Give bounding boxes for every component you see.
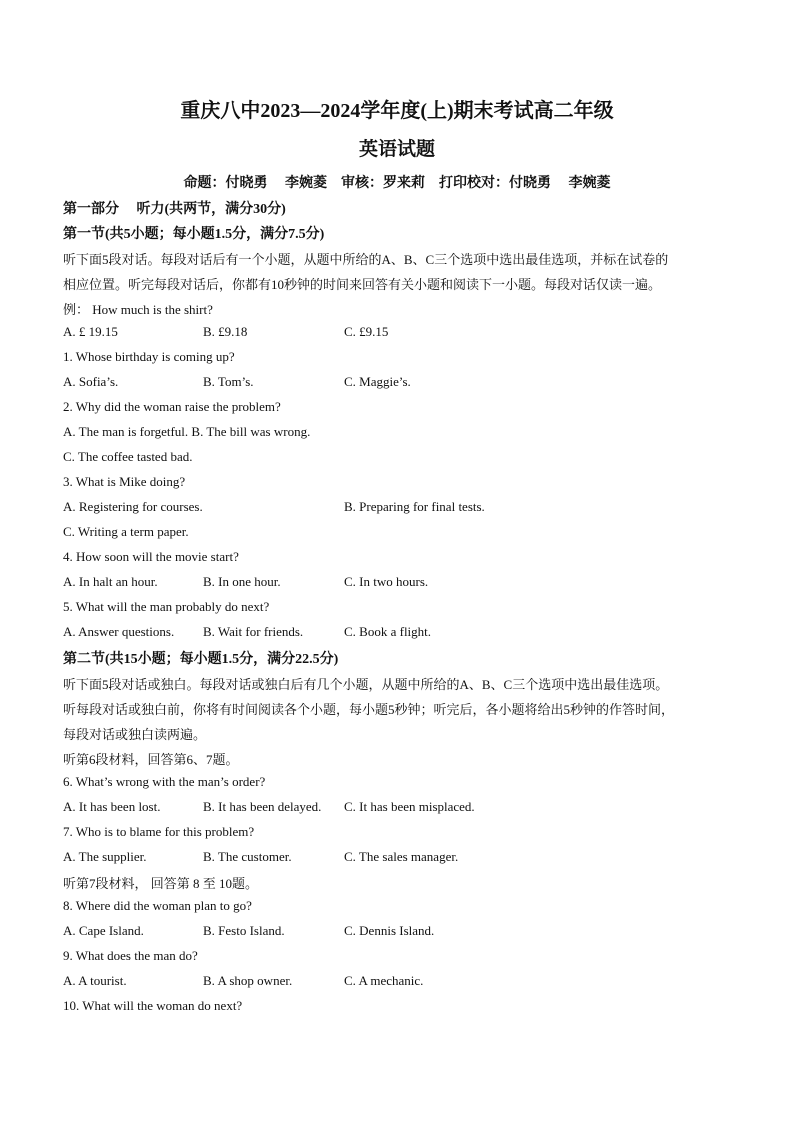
q4-option-b: B. In one hour. xyxy=(203,574,281,589)
q4-option-c: C. In two hours. xyxy=(344,574,429,589)
q8-option-a: A. Cape Island. xyxy=(63,923,144,938)
example-question: 例： How much is the shirt? xyxy=(63,302,213,317)
q5-option-a: A. Answer questions. xyxy=(63,624,175,639)
material-7-note: 听第7段材料， 回答第 8 至 10题。 xyxy=(63,876,259,891)
q8-option-b: B. Festo Island. xyxy=(203,923,285,938)
q7-option-a: A. The supplier. xyxy=(63,849,147,864)
q1-option-c: C. Maggie’s. xyxy=(344,374,411,389)
section2-instructions-line2: 听每段对话或独白前，你将有时间阅读各个小题，每小题5秒钟；听完后，各小题将给出5秒钟的作答时间， xyxy=(63,702,675,717)
q7-option-c: C. The sales manager. xyxy=(344,849,459,864)
question-9-options xyxy=(63,973,743,991)
exam-credits: 命题：付晓勇 李婉菱 审核：罗来莉 打印校对：付晓勇 李婉菱 xyxy=(183,176,611,191)
material-6-note: 听第6段材料，回答第6、7题。 xyxy=(63,752,239,767)
part1-heading: 第一部分 听力(共两节，满分30分) xyxy=(63,202,286,217)
exam-title: 重庆八中2023—2024学年度(上)期末考试高二年级 xyxy=(180,100,614,122)
question-1: 1. Whose birthday is coming up? xyxy=(63,349,235,364)
q9-option-c: C. A mechanic. xyxy=(344,973,424,988)
section1-heading: 第一节(共5小题；每小题1.5分，满分7.5分) xyxy=(63,227,325,242)
q2-option-ab: A. The man is forgetful. B. The bill was wrong. xyxy=(63,424,311,439)
section2-instructions-line3: 每段对话或独白读两遍。 xyxy=(63,727,207,742)
q4-option-a: A. In halt an hour. xyxy=(63,574,158,589)
question-7-options xyxy=(63,849,743,867)
question-6: 6. What’s wrong with the man’s order? xyxy=(63,774,266,789)
q8-option-c: C. Dennis Island. xyxy=(344,923,435,938)
q5-option-b: B. Wait for friends. xyxy=(203,624,304,639)
q2-option-c: C. The coffee tasted bad. xyxy=(63,449,193,464)
question-3: 3. What is Mike doing? xyxy=(63,474,186,489)
question-8: 8. Where did the woman plan to go? xyxy=(63,898,252,913)
question-6-options xyxy=(63,799,743,817)
question-5-options xyxy=(63,624,743,642)
q1-option-b: B. Tom’s. xyxy=(203,374,254,389)
q6-option-c: C. It has been misplaced. xyxy=(344,799,475,814)
question-1-options xyxy=(63,374,743,392)
example-option-b: B. £9.18 xyxy=(203,324,248,339)
exam-subtitle: 英语试题 xyxy=(358,139,435,160)
question-4: 4. How soon will the movie start? xyxy=(63,549,239,564)
question-4-options xyxy=(63,574,743,592)
question-9: 9. What does the man do? xyxy=(63,948,198,963)
question-3-options xyxy=(63,499,743,517)
q6-option-a: A. It has been lost. xyxy=(63,799,161,814)
q3-option-c: C. Writing a term paper. xyxy=(63,524,189,539)
question-10: 10. What will the woman do next? xyxy=(63,998,243,1013)
q9-option-a: A. A tourist. xyxy=(63,973,127,988)
section2-instructions-line1: 听下面5段对话或独白。每段对话或独白后有几个小题，从题中所给的A、B、C三个选项中选出最佳选项。 xyxy=(63,677,669,692)
question-7: 7. Who is to blame for this problem? xyxy=(63,824,255,839)
q3-option-a: A. Registering for courses. xyxy=(63,499,203,514)
question-8-options xyxy=(63,923,743,941)
q3-option-b: B. Preparing for final tests. xyxy=(344,499,485,514)
section1-instructions-line1: 听下面5段对话。每段对话后有一个小题，从题中所给的A、B、C三个选项中选出最佳选项，并标在试卷的 xyxy=(63,252,669,267)
q1-option-a: A. Sofia’s. xyxy=(63,374,119,389)
example-option-a: A. £ 19.15 xyxy=(63,324,118,339)
section1-instructions-line2: 相应位置。听完每段对话后，你都有10秒钟的时间来回答有关小题和阅读下一小题。每段对话仅读一遍。 xyxy=(63,277,662,292)
q9-option-b: B. A shop owner. xyxy=(203,973,293,988)
q7-option-b: B. The customer. xyxy=(203,849,292,864)
example-options xyxy=(63,324,743,342)
q6-option-b: B. It has been delayed. xyxy=(203,799,322,814)
q5-option-c: C. Book a flight. xyxy=(344,624,432,639)
question-2: 2. Why did the woman raise the problem? xyxy=(63,399,281,414)
question-5: 5. What will the man probably do next? xyxy=(63,599,270,614)
section2-heading: 第二节(共15小题；每小题1.5分，满分22.5分) xyxy=(63,652,339,667)
example-option-c: C. £9.15 xyxy=(344,324,389,339)
